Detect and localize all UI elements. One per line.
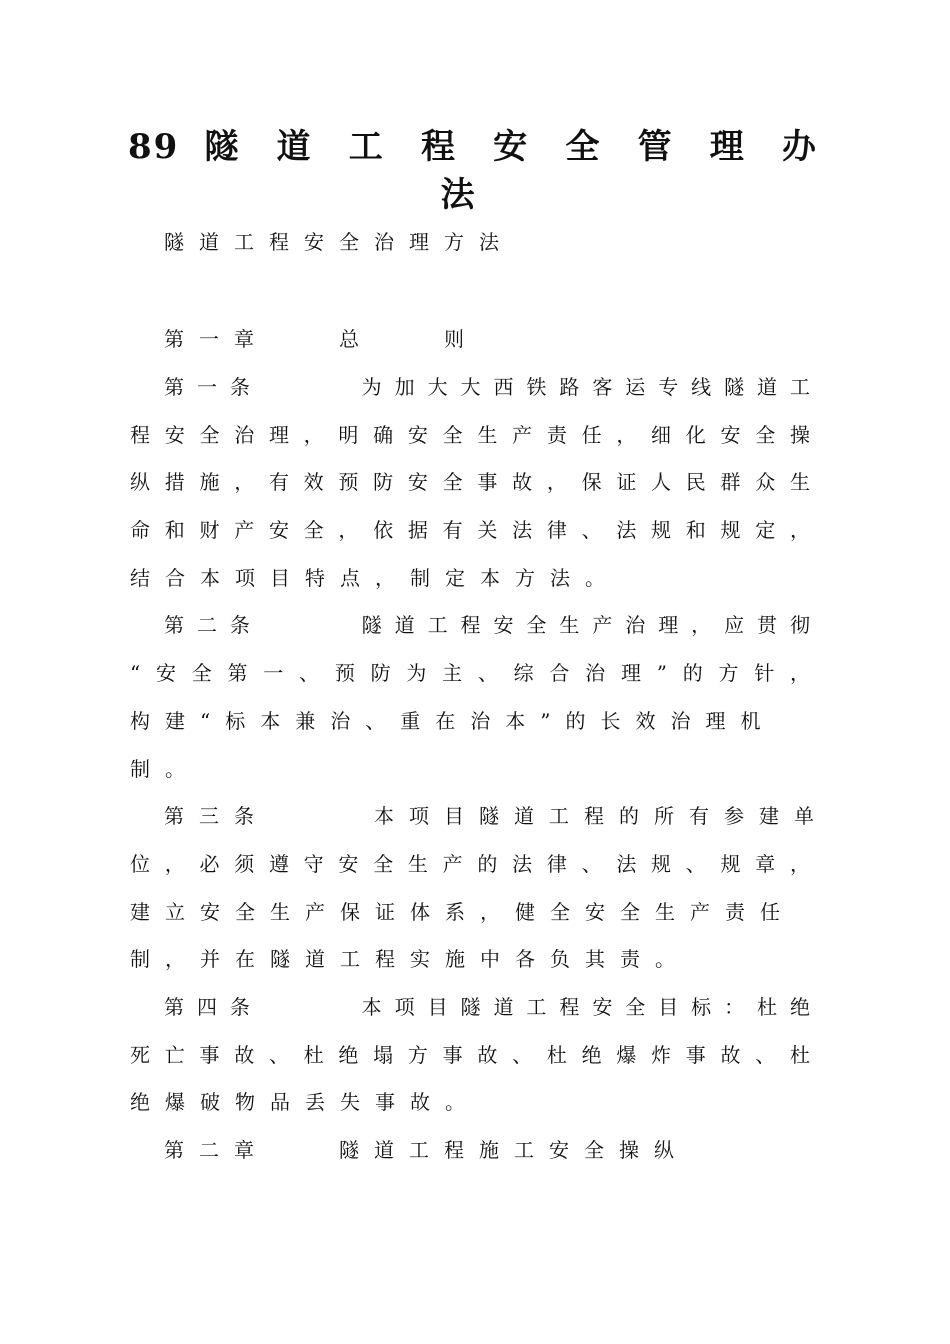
chapter-heading: 第二章 隧道工程施工安全操纵 [164, 1138, 689, 1162]
article-line: 构建“标本兼治、重在治本”的长效治理机 [130, 709, 776, 733]
article-line: 建立安全生产保证体系，健全安全生产责任 [130, 900, 795, 924]
article-line: 第二条 隧道工程安全生产治理，应贯彻 [164, 613, 810, 637]
article-line: 第四条 本项目隧道工程安全目标：杜绝 [164, 995, 810, 1019]
article-line: 结合本项目特点，制定本方法。 [130, 566, 620, 590]
article-line: “安全第一、预防为主、综合治理”的方针， [130, 661, 810, 685]
chapter-heading: 第一章 总 则 [164, 327, 479, 351]
article-line: 绝爆破物品丢失事故。 [130, 1090, 480, 1114]
article-line: 制。 [130, 757, 200, 781]
document-title: 89 隧 道 工 程 安 全 管 理 办 [128, 127, 818, 167]
article-line: 命和财产安全，依据有关法律、法规和规定， [130, 518, 810, 542]
document-title-continued: 法 [440, 175, 475, 215]
article-line: 纵措施，有效预防安全事故，保证人民群众生 [130, 470, 810, 494]
article-line: 第一条 为加大大西铁路客运专线隧道工 [164, 375, 810, 399]
document-subtitle: 隧道工程安全治理方法 [164, 230, 514, 254]
article-line: 第三条 本项目隧道工程的所有参建单 [164, 804, 829, 828]
article-line: 位，必须遵守安全生产的法律、法规、规章， [130, 852, 810, 876]
article-line: 死亡事故、杜绝塌方事故、杜绝爆炸事故、杜 [130, 1043, 810, 1067]
article-line: 程安全治理，明确安全生产责任，细化安全操 [130, 423, 810, 447]
article-line: 制，并在隧道工程实施中各负其责。 [130, 947, 690, 971]
